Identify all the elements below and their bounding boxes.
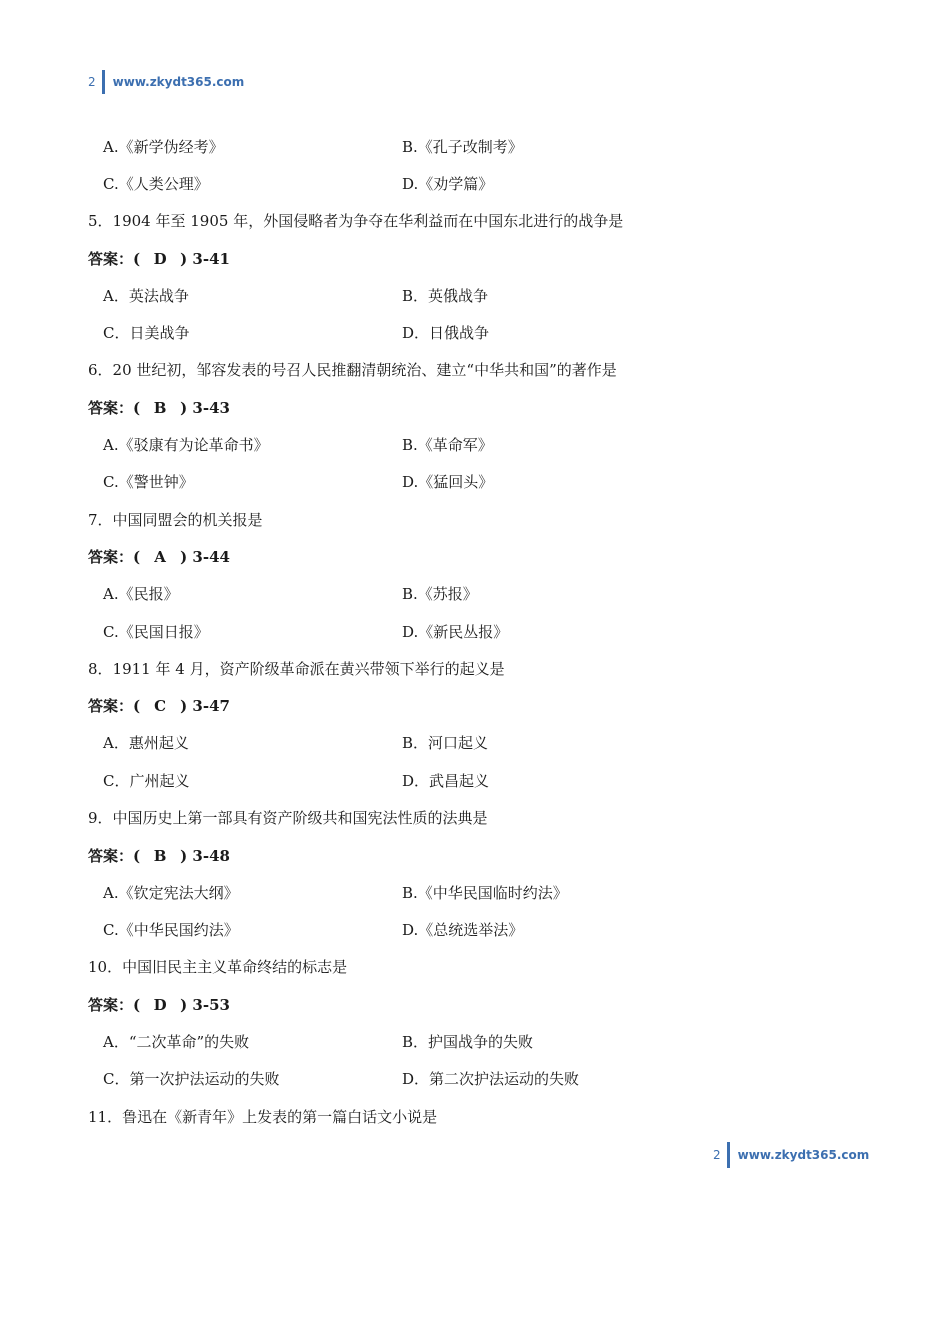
q10-option-b: B．护国战争的失败: [402, 1033, 534, 1051]
q6-answer-letter: B: [153, 399, 167, 417]
q8-option-d: D．武昌起义: [402, 772, 490, 790]
header-page-number: 2: [88, 75, 96, 89]
q7-option-d: D.《新民丛报》: [402, 623, 509, 641]
q8-answer-ref: ) 3-47: [180, 697, 230, 715]
q10-answer-ref: ) 3-53: [180, 996, 230, 1014]
q8-question: 8．1911 年 4 月，资产阶级革命派在黄兴带领下举行的起义是: [88, 660, 505, 678]
q8-option-b: B．河口起义: [402, 734, 489, 752]
q6-option-b: B.《革命军》: [402, 436, 493, 454]
q9-question: 9．中国历史上第一部具有资产阶级共和国宪法性质的法典是: [88, 809, 488, 827]
q9-answer-prefix: 答案：(: [88, 847, 141, 865]
q5-option-c: C．日美战争: [103, 324, 190, 342]
q5-option-b: B．英俄战争: [402, 287, 489, 305]
q9-answer-letter: B: [153, 847, 167, 865]
q10-answer-letter: D: [153, 996, 167, 1014]
q7-answer-ref: ) 3-44: [180, 548, 230, 566]
header-site-link[interactable]: www.zkydt365.com: [112, 75, 245, 89]
q5-option-a: A．英法战争: [103, 287, 189, 305]
q6-answer-prefix: 答案：(: [88, 399, 141, 417]
header-divider-bar: [102, 70, 105, 94]
q9-option-d: D.《总统选举法》: [402, 921, 524, 939]
page-header: [88, 70, 244, 94]
q6-answer-ref: ) 3-43: [180, 399, 230, 417]
q4-option-c: C.《人类公理》: [103, 175, 209, 193]
q6-question: 6．20 世纪初，邹容发表的号召人民推翻清朝统治、建立“中华共和国”的著作是: [88, 361, 617, 379]
q9-option-c: C.《中华民国约法》: [103, 921, 239, 939]
q7-option-c: C.《民国日报》: [103, 623, 209, 641]
q5-question: 5．1904 年至 1905 年，外国侵略者为争夺在华利益而在中国东北进行的战争是: [88, 212, 624, 230]
q5-answer-letter: D: [153, 250, 167, 268]
q5-answer-prefix: 答案：(: [88, 250, 141, 268]
q10-answer: [88, 993, 230, 1017]
footer-site-link[interactable]: www.zkydt365.com: [737, 1148, 870, 1162]
q7-answer: [88, 545, 230, 569]
q6-answer: [88, 396, 230, 420]
q9-option-a: A.《钦定宪法大纲》: [103, 884, 239, 902]
q7-option-b: B.《苏报》: [402, 585, 478, 603]
q9-answer: [88, 844, 230, 868]
q6-option-c: C.《警世钟》: [103, 473, 194, 491]
q6-option-d: D.《猛回头》: [402, 473, 494, 491]
q4-option-a: A.《新学伪经考》: [103, 138, 224, 156]
q4-option-b: B.《孔子改制考》: [402, 138, 523, 156]
q8-answer: [88, 694, 230, 718]
q5-answer-ref: ) 3-41: [180, 250, 230, 268]
q9-answer-ref: ) 3-48: [180, 847, 230, 865]
q7-answer-prefix: 答案：(: [88, 548, 141, 566]
q8-answer-letter: C: [154, 697, 167, 715]
footer-page-number: 2: [713, 1148, 721, 1162]
q9-option-b: B.《中华民国临时约法》: [402, 884, 568, 902]
q5-answer: [88, 247, 230, 271]
q8-option-a: A．惠州起义: [103, 734, 189, 752]
q7-answer-letter: A: [154, 548, 166, 566]
q6-option-a: A.《驳康有为论革命书》: [103, 436, 269, 454]
q11-question: 11．鲁迅在《新青年》上发表的第一篇白话文小说是: [88, 1108, 438, 1126]
q10-answer-prefix: 答案：(: [88, 996, 141, 1014]
q7-question: 7．中国同盟会的机关报是: [88, 511, 263, 529]
footer-divider-bar: [727, 1142, 730, 1168]
q10-option-c: C．第一次护法运动的失败: [103, 1070, 280, 1088]
q10-option-d: D．第二次护法运动的失败: [402, 1070, 580, 1088]
q10-option-a: A．“二次革命”的失败: [103, 1033, 250, 1051]
q8-answer-prefix: 答案：(: [88, 697, 141, 715]
q5-option-d: D．日俄战争: [402, 324, 490, 342]
page-footer: [713, 1142, 869, 1168]
q7-option-a: A.《民报》: [103, 585, 179, 603]
q8-option-c: C．广州起义: [103, 772, 190, 790]
q4-option-d: D.《劝学篇》: [402, 175, 494, 193]
q10-question: 10．中国旧民主主义革命终结的标志是: [88, 958, 348, 976]
